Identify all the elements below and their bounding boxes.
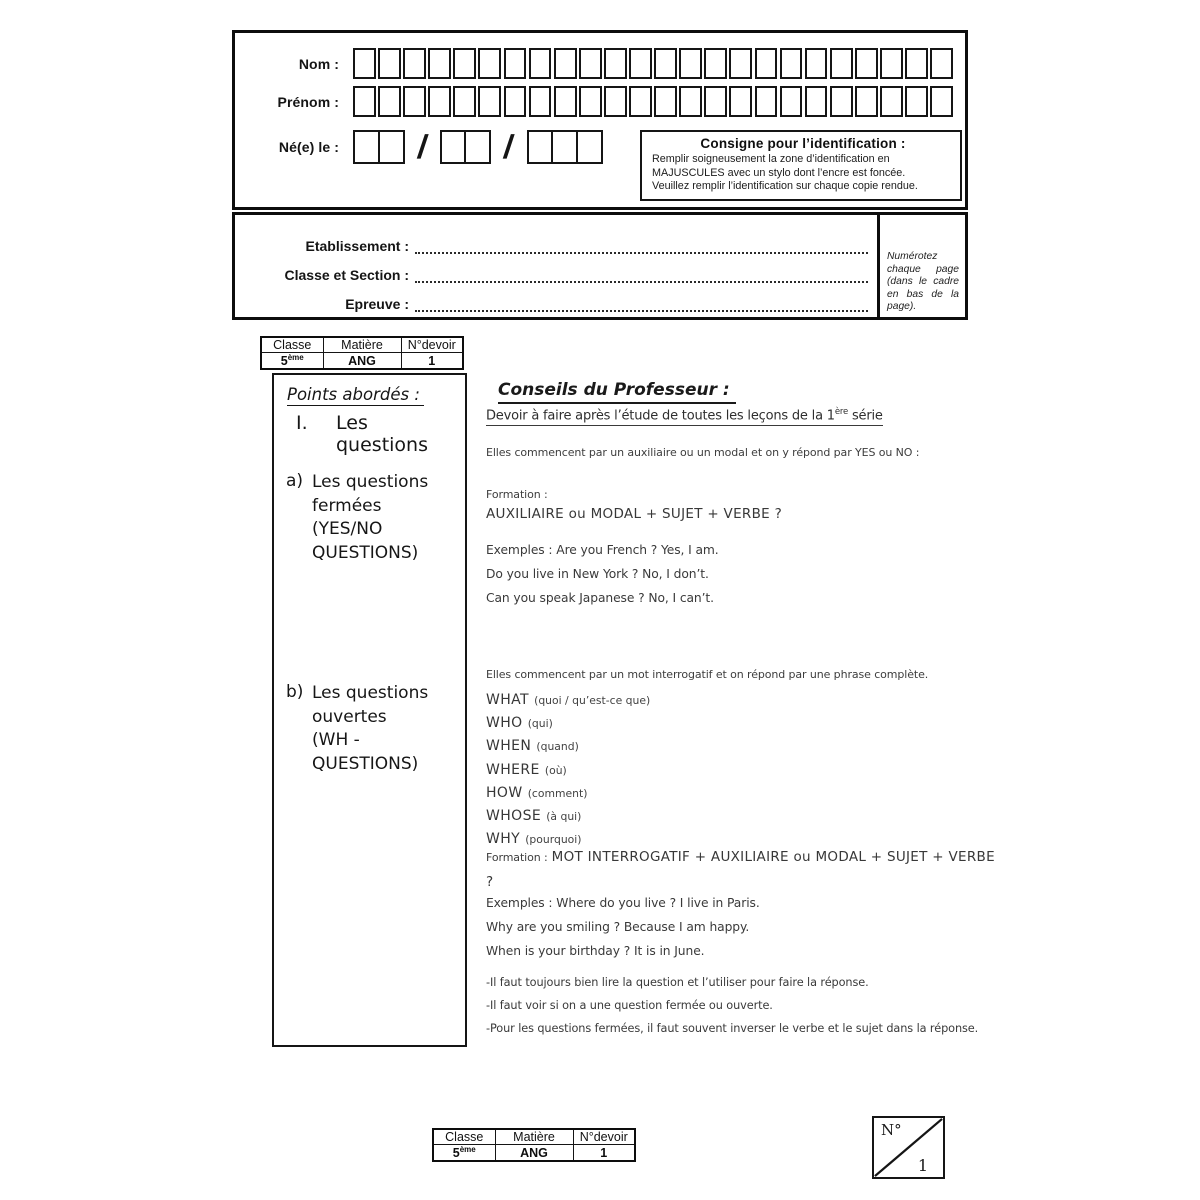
page-number-label: N° bbox=[881, 1121, 902, 1139]
classe-suffix: ème bbox=[459, 1145, 476, 1154]
consigne-line: MAJUSCULES avec un stylo dont l’encre est foncée. bbox=[652, 166, 906, 179]
letter-cell bbox=[930, 48, 953, 79]
classe-section-fill-line bbox=[415, 266, 868, 283]
consigne-line: Veuillez remplir l’identification sur chaque copie rendue. bbox=[652, 180, 918, 192]
outline-letter: a) bbox=[286, 471, 304, 491]
consigne-line: Remplir soigneusement la zone d’identification en bbox=[652, 153, 890, 165]
class-info-table-top bbox=[260, 336, 464, 370]
wh-meaning: (quoi / qu’est-ce que) bbox=[534, 694, 651, 707]
letter-cell bbox=[453, 48, 476, 79]
wh-word-row bbox=[486, 711, 998, 734]
date-cell-group bbox=[527, 130, 603, 164]
letter-cell bbox=[654, 86, 677, 117]
classe-section-row bbox=[235, 258, 880, 283]
establishment-box bbox=[232, 212, 968, 320]
date-cell bbox=[576, 130, 603, 164]
date-cell-group bbox=[440, 130, 492, 164]
open-questions-formation bbox=[486, 844, 998, 894]
outline-letter: b) bbox=[286, 682, 304, 702]
wh-word-row bbox=[486, 758, 998, 781]
header-matiere: Matière bbox=[495, 1129, 573, 1145]
wh-meaning: (pourquoi) bbox=[525, 833, 582, 847]
letter-cell bbox=[654, 48, 677, 79]
example-line: When is your birthday ? It is in June. bbox=[486, 944, 705, 958]
outline-text-line: ouvertes bbox=[312, 706, 387, 727]
class-info-table-bottom bbox=[432, 1128, 636, 1162]
etablissement-label: Etablissement : bbox=[305, 238, 409, 254]
letter-cell bbox=[504, 86, 527, 117]
letter-cell bbox=[478, 48, 501, 79]
identification-box bbox=[232, 30, 968, 210]
header-classe: Classe bbox=[261, 337, 323, 353]
wh-word: WHO bbox=[486, 715, 523, 732]
etablissement-fill-line bbox=[415, 237, 868, 254]
value-classe bbox=[433, 1145, 495, 1162]
letter-cell bbox=[629, 48, 652, 79]
example-line: Why are you smiling ? Because I am happy. bbox=[486, 920, 750, 934]
epreuve-row bbox=[235, 287, 880, 312]
numbering-note-cell bbox=[877, 215, 965, 317]
formation-label: Formation : bbox=[486, 851, 548, 864]
date-separator: / bbox=[501, 127, 517, 165]
outline-text-line: (WH - bbox=[312, 730, 360, 750]
outline-text-line: fermées bbox=[312, 495, 382, 516]
value-devoir: 1 bbox=[401, 353, 463, 370]
letter-cell bbox=[378, 48, 401, 79]
outline-text-line: QUESTIONS) bbox=[312, 542, 419, 563]
date-cell bbox=[464, 130, 491, 164]
nom-label: Nom : bbox=[298, 55, 339, 72]
formation-text: MOT INTERROGATIF + AUXILIAIRE ou MODAL + SUJET + VERBE ? bbox=[486, 849, 995, 890]
numbering-note: Numérotez chaque page (dans le cadre en bas de la page). bbox=[887, 251, 959, 312]
header-devoir: N°devoir bbox=[573, 1129, 635, 1145]
outline-text: Les questions bbox=[336, 412, 428, 456]
header-classe: Classe bbox=[433, 1129, 495, 1145]
wh-word-row bbox=[486, 688, 998, 711]
outline-item-les-questions bbox=[296, 412, 465, 456]
letter-cell bbox=[403, 48, 426, 79]
assignment-superscript: ère bbox=[834, 407, 849, 417]
example-line: Exemples : Where do you live ? I live in Paris. bbox=[486, 896, 760, 910]
outline-item-questions-ouvertes bbox=[286, 682, 428, 776]
lesson-content bbox=[486, 380, 998, 1060]
open-questions-intro: Elles commencent par un mot interrogatif et on répond par une phrase complète. bbox=[486, 668, 929, 681]
date-cell bbox=[551, 130, 578, 164]
wh-word-row bbox=[486, 781, 998, 804]
outline-text-line: Les questions bbox=[312, 683, 429, 703]
letter-cell bbox=[428, 86, 451, 117]
outline-text-line: QUESTIONS) bbox=[312, 753, 419, 774]
letter-cell bbox=[880, 86, 903, 117]
outline-text bbox=[312, 471, 428, 565]
establishment-fields bbox=[235, 215, 880, 317]
wh-word: WHEN bbox=[486, 738, 532, 755]
points-abordes-panel bbox=[272, 373, 467, 1047]
classe-section-label: Classe et Section : bbox=[284, 267, 409, 283]
letter-cell bbox=[579, 86, 602, 117]
letter-cell bbox=[604, 48, 627, 79]
letter-cell bbox=[729, 48, 752, 79]
wh-meaning: (qui) bbox=[527, 717, 553, 731]
letter-cell bbox=[805, 48, 828, 79]
letter-cell bbox=[880, 48, 903, 79]
letter-cell bbox=[604, 86, 627, 117]
formation-label: Formation : bbox=[486, 488, 548, 501]
outline-item-questions-fermees bbox=[286, 471, 428, 565]
wh-meaning: (comment) bbox=[527, 786, 588, 800]
date-cell bbox=[353, 130, 380, 164]
letter-cell bbox=[780, 48, 803, 79]
wh-word: WHERE bbox=[486, 761, 540, 778]
prenom-row bbox=[235, 86, 953, 117]
epreuve-fill-line bbox=[415, 295, 868, 312]
letter-cell bbox=[755, 86, 778, 117]
assignment-text-end: série bbox=[848, 408, 883, 424]
letter-cell bbox=[704, 86, 727, 117]
birthdate-label: Né(e) le : bbox=[278, 138, 339, 155]
prenom-label: Prénom : bbox=[277, 93, 339, 110]
letter-cell bbox=[353, 86, 376, 117]
classe-number: 5 bbox=[280, 354, 288, 369]
letter-cell bbox=[579, 48, 602, 79]
letter-cell bbox=[353, 48, 376, 79]
value-matiere: ANG bbox=[495, 1145, 573, 1162]
letter-cell bbox=[755, 48, 778, 79]
date-cell bbox=[527, 130, 554, 164]
page-number-box bbox=[872, 1116, 945, 1179]
closed-questions-examples bbox=[486, 538, 998, 610]
letter-cell bbox=[930, 86, 953, 117]
advice-note-line: -Il faut toujours bien lire la question et l’utiliser pour faire la réponse. bbox=[486, 976, 869, 989]
advice-note-line: -Il faut voir si on a une question fermée ou ouverte. bbox=[486, 999, 773, 1012]
wh-word: WHAT bbox=[486, 692, 530, 708]
closed-questions-formation: AUXILIAIRE ou MODAL + SUJET + VERBE ? bbox=[486, 506, 783, 522]
letter-cell bbox=[554, 48, 577, 79]
letter-cell bbox=[679, 48, 702, 79]
letter-cell bbox=[403, 86, 426, 117]
wh-word: WHOSE bbox=[486, 808, 542, 825]
header-matiere: Matière bbox=[323, 337, 401, 353]
wh-word-row bbox=[486, 804, 998, 827]
birthdate-row bbox=[235, 129, 603, 164]
letter-cell bbox=[805, 86, 828, 117]
advice-note-line: -Pour les questions fermées, il faut souvent inverser le verbe et le sujet dans la réponse. bbox=[486, 1022, 979, 1035]
wh-word: WHY bbox=[486, 831, 521, 848]
letter-cell bbox=[905, 86, 928, 117]
closed-questions-intro: Elles commencent par un auxiliaire ou un modal et on y répond par YES ou NO : bbox=[486, 446, 920, 459]
date-cell bbox=[440, 130, 467, 164]
prenom-letter-cells bbox=[353, 86, 953, 117]
value-matiere: ANG bbox=[323, 353, 401, 370]
outline-text bbox=[312, 682, 428, 776]
letter-cell bbox=[504, 48, 527, 79]
conseils-heading: Conseils du Professeur : bbox=[498, 380, 736, 404]
letter-cell bbox=[529, 86, 552, 117]
consigne-box bbox=[640, 130, 962, 201]
wh-meaning: (quand) bbox=[536, 740, 579, 754]
wh-meaning: (où) bbox=[544, 763, 567, 777]
points-abordes-title: Points abordés : bbox=[287, 385, 424, 406]
date-cell-group bbox=[353, 130, 405, 164]
wh-words-list bbox=[486, 688, 998, 850]
outline-text-line: (YES/NO bbox=[312, 519, 383, 539]
advice-notes bbox=[486, 971, 998, 1040]
value-classe bbox=[261, 353, 323, 370]
open-questions-examples bbox=[486, 891, 998, 963]
etablissement-row bbox=[235, 229, 880, 254]
letter-cell bbox=[905, 48, 928, 79]
letter-cell bbox=[453, 86, 476, 117]
letter-cell bbox=[378, 86, 401, 117]
letter-cell bbox=[629, 86, 652, 117]
letter-cell bbox=[855, 86, 878, 117]
letter-cell bbox=[679, 86, 702, 117]
epreuve-label: Epreuve : bbox=[345, 296, 409, 312]
letter-cell bbox=[554, 86, 577, 117]
header-devoir: N°devoir bbox=[401, 337, 463, 353]
classe-number: 5 bbox=[452, 1146, 460, 1161]
example-line: Exemples : Are you French ? Yes, I am. bbox=[486, 543, 719, 557]
letter-cell bbox=[855, 48, 878, 79]
example-line: Do you live in New York ? No, I don’t. bbox=[486, 567, 709, 581]
date-separator: / bbox=[415, 127, 430, 165]
classe-suffix: ème bbox=[287, 353, 304, 362]
outline-text-line: Les questions bbox=[312, 472, 429, 492]
nom-letter-cells bbox=[353, 48, 953, 79]
consigne-title: Consigne pour l’identification : bbox=[700, 136, 906, 151]
assignment-line bbox=[486, 407, 883, 426]
outline-numeral: I. bbox=[296, 412, 308, 434]
letter-cell bbox=[478, 86, 501, 117]
letter-cell bbox=[780, 86, 803, 117]
letter-cell bbox=[830, 86, 853, 117]
wh-meaning: (à qui) bbox=[546, 810, 582, 824]
value-devoir: 1 bbox=[573, 1145, 635, 1162]
letter-cell bbox=[529, 48, 552, 79]
birthdate-cells bbox=[353, 127, 603, 165]
date-cell bbox=[378, 130, 405, 164]
nom-row bbox=[235, 48, 953, 79]
wh-word: HOW bbox=[486, 784, 523, 801]
wh-word-row bbox=[486, 734, 998, 757]
letter-cell bbox=[704, 48, 727, 79]
assignment-text: Devoir à faire après l’étude de toutes les leçons de la 1 bbox=[486, 408, 835, 424]
letter-cell bbox=[428, 48, 451, 79]
example-line: Can you speak Japanese ? No, I can’t. bbox=[486, 591, 714, 605]
letter-cell bbox=[830, 48, 853, 79]
page-number-value: 1 bbox=[917, 1156, 928, 1175]
letter-cell bbox=[729, 86, 752, 117]
